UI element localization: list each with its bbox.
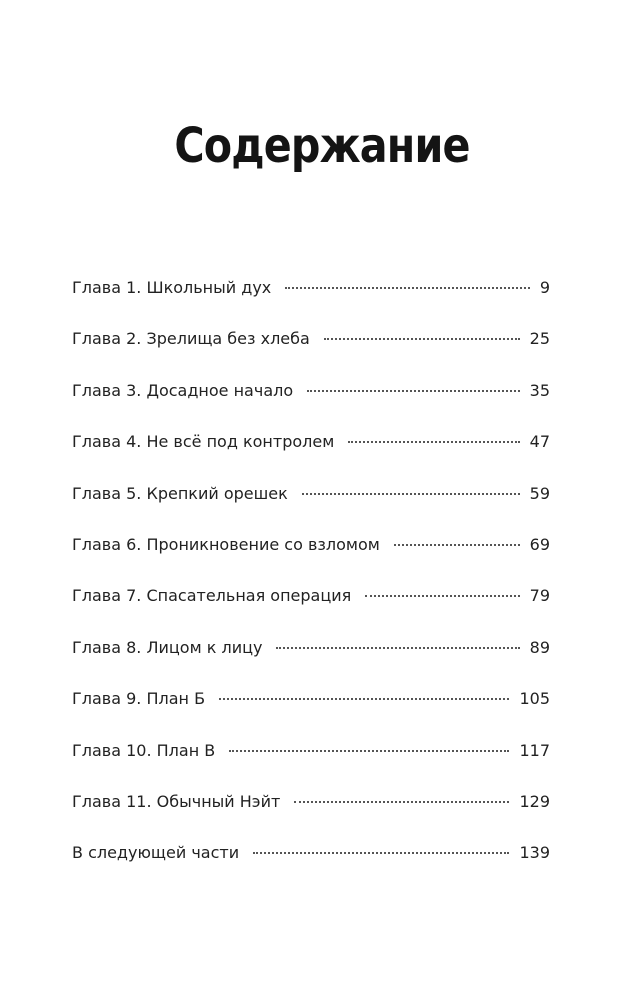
toc-entry-3 — [72, 381, 550, 432]
dot-leader — [324, 338, 520, 340]
dot-leader — [302, 493, 520, 495]
dot-leader — [394, 544, 520, 546]
toc-entry-label: Глава 7. Спасательная операция — [72, 586, 352, 606]
dot-leader — [229, 750, 509, 752]
toc-entry-label: Глава 4. Не всё под контролем — [72, 432, 335, 452]
toc-entry-page: 59 — [529, 483, 550, 503]
toc-entry-label: Глава 1. Школьный дух — [72, 278, 272, 297]
toc-entry-7 — [72, 586, 550, 637]
toc-entry-page: 139 — [519, 843, 550, 863]
dot-leader — [276, 647, 519, 649]
dot-leader — [348, 441, 519, 443]
toc-entry-label: Глава 2. Зрелища без хлеба — [72, 329, 310, 349]
toc-entry-label: Глава 9. План Б — [72, 689, 206, 709]
toc-entry-2 — [72, 329, 550, 380]
toc-entry-label: Глава 5. Крепкий орешек — [72, 483, 288, 503]
toc-entry-label: В следующей части — [72, 843, 240, 863]
toc-entry-label: Глава 6. Проникновение со взломом — [72, 534, 380, 554]
toc-entry-page: 129 — [519, 791, 550, 811]
toc-entry-page: 105 — [519, 689, 550, 709]
toc-entry-10 — [72, 741, 550, 792]
toc-entry-label: Глава 11. Обычный Нэйт — [72, 791, 281, 811]
toc-entry-4 — [72, 432, 550, 483]
toc-entry-page: 9 — [539, 278, 550, 297]
toc-entry-page: 117 — [519, 740, 550, 760]
toc-entry-page: 89 — [529, 637, 550, 657]
dot-leader — [307, 390, 520, 392]
dot-leader — [285, 287, 530, 289]
dot-leader — [365, 595, 519, 597]
toc-entry-6 — [72, 535, 550, 586]
toc-entry-label: Глава 10. План В — [72, 740, 216, 760]
page-title: Содержание — [174, 118, 470, 174]
toc-entry-label: Глава 8. Лицом к лицу — [72, 637, 263, 657]
toc-entry-page: 47 — [529, 432, 550, 452]
toc-entry-12 — [72, 843, 550, 894]
table-of-contents — [72, 278, 550, 895]
dot-leader — [294, 801, 509, 803]
dot-leader — [253, 852, 509, 854]
toc-entry-label: Глава 3. Досадное начало — [72, 380, 294, 400]
toc-entry-page: 25 — [529, 329, 550, 349]
toc-entry-11 — [72, 792, 550, 843]
toc-entry-page: 69 — [529, 534, 550, 554]
toc-entry-1 — [72, 278, 550, 329]
toc-entry-8 — [72, 638, 550, 689]
toc-entry-9 — [72, 689, 550, 740]
toc-entry-page: 35 — [529, 380, 550, 400]
toc-entry-5 — [72, 484, 550, 535]
toc-entry-page: 79 — [529, 586, 550, 606]
dot-leader — [219, 698, 509, 700]
